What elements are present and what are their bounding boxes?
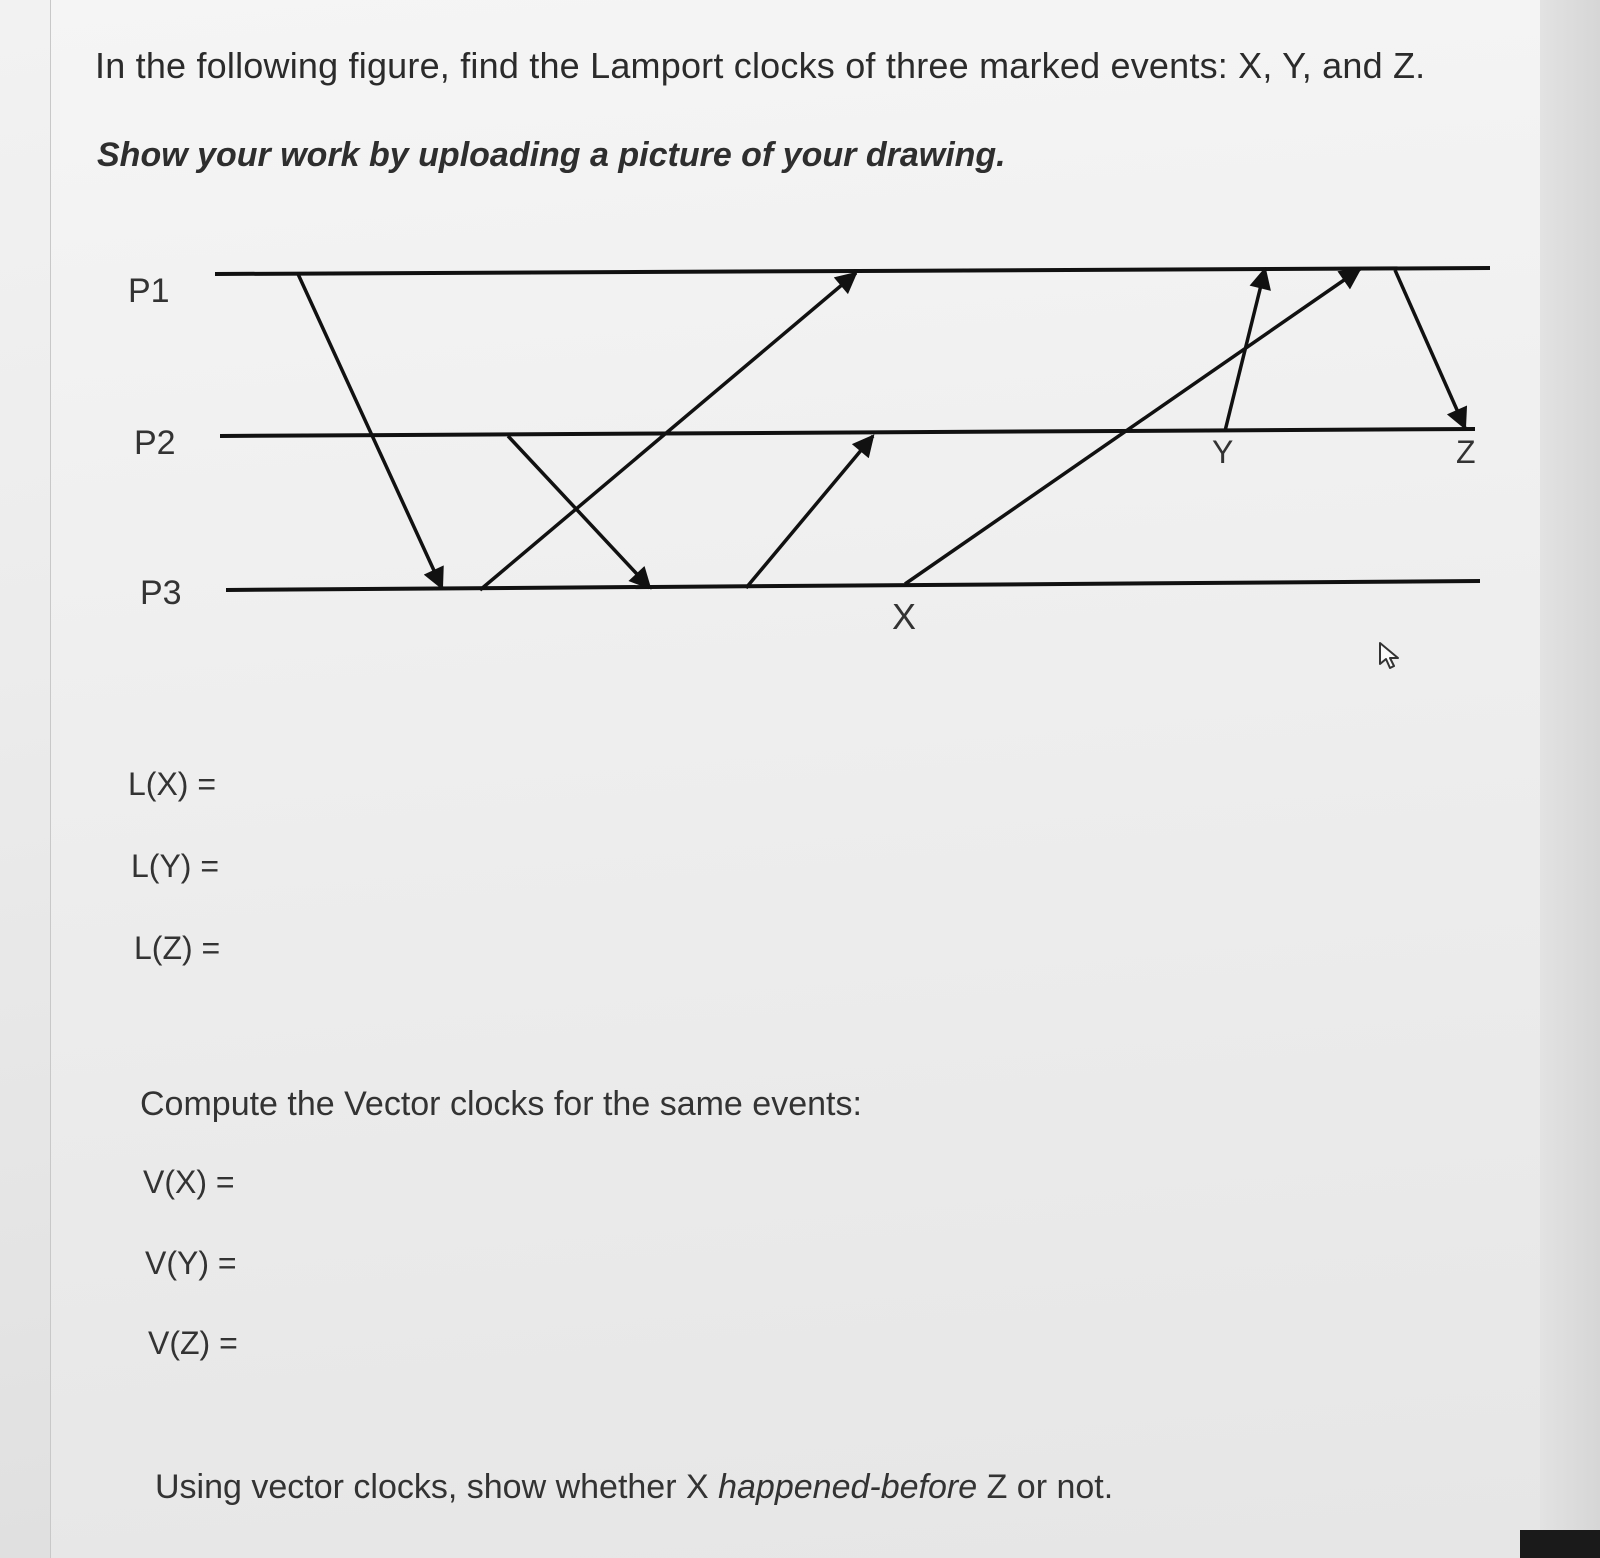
- mouse-pointer-icon: [1377, 640, 1405, 672]
- happened-before-question: [155, 1468, 1113, 1507]
- message-p1-to-z: [1395, 270, 1465, 428]
- message-p2-to-p3: [508, 436, 650, 588]
- process-label-p2: P2: [134, 424, 176, 462]
- message-y-to-p1: [1225, 269, 1265, 431]
- p1-timeline: [215, 268, 1490, 274]
- space-time-diagram: [0, 0, 1600, 700]
- monitor-corner: [1520, 1530, 1600, 1558]
- event-label-z: Z: [1456, 434, 1476, 470]
- question-text: In the following figure, find the Lamport clocks of three marked events: X, Y, and Z.: [95, 45, 1426, 86]
- vector-clock-heading: Compute the Vector clocks for the same events:: [140, 1085, 862, 1123]
- event-label-y: Y: [1212, 434, 1234, 470]
- final-question-suffix: Z or not.: [977, 1468, 1114, 1506]
- final-question-prefix: Using vector clocks, show whether X: [155, 1468, 719, 1506]
- instruction-text: Show your work by uploading a picture of your drawing.: [97, 136, 1006, 174]
- p2-timeline: [220, 429, 1475, 436]
- lamport-y-label: L(Y) =: [131, 848, 220, 884]
- message-p1-to-p3-first: [298, 274, 442, 588]
- message-x-to-p1: [905, 269, 1360, 584]
- message-p3-to-p2: [746, 436, 873, 588]
- vector-z-label: V(Z) =: [148, 1325, 238, 1361]
- lamport-z-label: L(Z) =: [134, 930, 221, 966]
- p3-timeline: [226, 581, 1480, 590]
- process-label-p1: P1: [128, 272, 170, 310]
- event-label-x: X: [892, 596, 917, 637]
- vector-x-label: V(X) =: [143, 1164, 235, 1200]
- final-question-emphasis: happened-before: [718, 1468, 978, 1506]
- vector-y-label: V(Y) =: [145, 1245, 237, 1281]
- lamport-x-label: L(X) =: [128, 766, 217, 802]
- process-label-p3: P3: [140, 574, 182, 612]
